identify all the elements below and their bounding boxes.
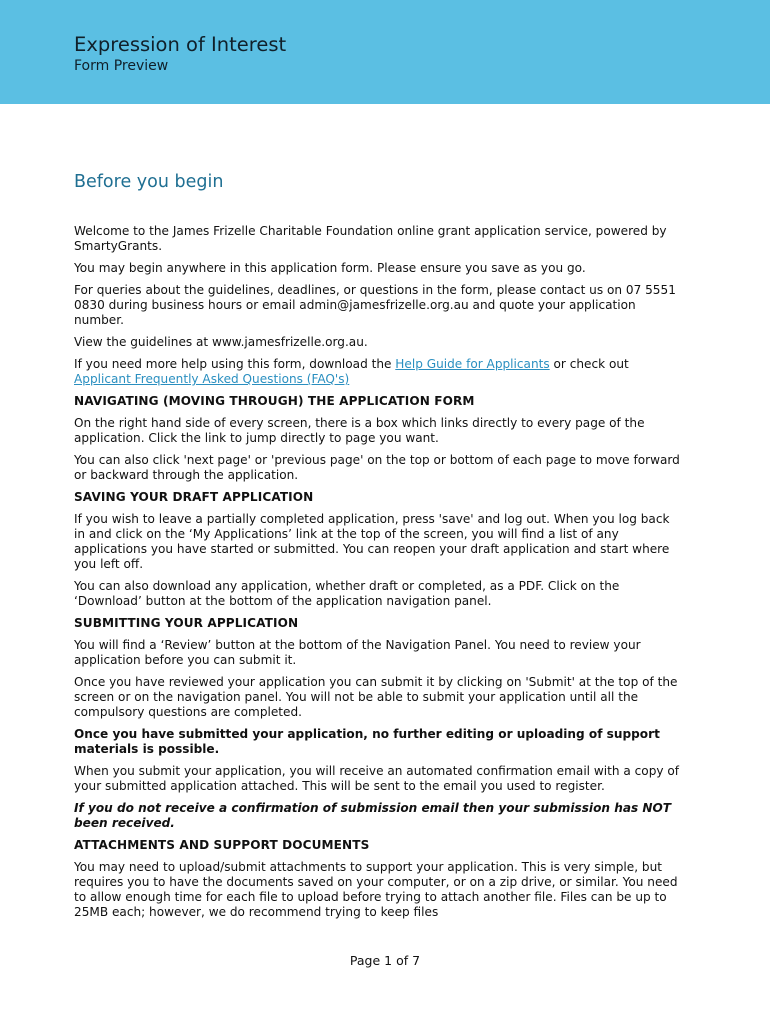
navigating-paragraph-1: On the right hand side of every screen, there is a box which links directly to every page of the application. Click the link to jump directly to page you want. — [74, 416, 645, 445]
help-guide-link[interactable]: Help Guide for Applicants — [395, 357, 550, 371]
attachments-paragraph-1: You may need to upload/submit attachments to support your application. This is very simple, but requires you to have the documents saved on your computer, or on a zip drive, or similar. You need to allow enough time for each file to upload before trying to attach another file. Files can be up to 25MB each; however, we do recommend trying to keep files — [74, 860, 678, 919]
saving-heading: SAVING YOUR DRAFT APPLICATION — [74, 490, 314, 504]
navigating-paragraph-2: You can also click 'next page' or 'previous page' on the top or bottom of each page to move forward or backward through the application. — [74, 453, 680, 482]
attachments-heading: ATTACHMENTS AND SUPPORT DOCUMENTS — [74, 838, 370, 852]
saving-paragraph-1: If you wish to leave a partially completed application, press 'save' and log out. When you log back in and click on the ‘My Applications’ link at the top of the screen, you will find a list of any applications you have started or submitted. You can reopen your draft application and start where you left off. — [74, 512, 670, 571]
main-content — [74, 170, 684, 927]
help-prefix-text: If you need more help using this form, download the — [74, 357, 396, 371]
faq-link[interactable]: Applicant Frequently Asked Questions (FAQ's) — [74, 372, 350, 386]
confirmation-warning: If you do not receive a confirmation of submission email then your submission has NOT been received. — [74, 801, 672, 830]
submitting-heading: SUBMITTING YOUR APPLICATION — [74, 616, 299, 630]
submitting-paragraph-3: When you submit your application, you will receive an automated confirmation email with a copy of your submitted application attached. This will be sent to the email you used to register. — [74, 764, 680, 793]
begin-paragraph: You may begin anywhere in this application form. Please ensure you save as you go. — [74, 261, 586, 275]
help-paragraph — [74, 357, 684, 387]
form-title: Expression of Interest — [74, 33, 287, 56]
navigating-heading: NAVIGATING (MOVING THROUGH) THE APPLICATION FORM — [74, 394, 475, 408]
guidelines-paragraph: View the guidelines at www.jamesfrizelle.org.au. — [74, 335, 368, 349]
section-title: Before you begin — [74, 172, 224, 192]
form-subtitle: Form Preview — [74, 58, 169, 74]
page-number: Page 1 of 7 — [349, 953, 421, 968]
submitting-paragraph-2: Once you have reviewed your application you can submit it by clicking on 'Submit' at the top of the screen or on the navigation panel. You will not be able to submit your application until all the compulsory questions are completed. — [74, 675, 678, 719]
submitting-paragraph-1: You will find a ‘Review’ button at the bottom of the Navigation Panel. You need to review your application before you can submit it. — [74, 638, 641, 667]
welcome-paragraph: Welcome to the James Frizelle Charitable Foundation online grant application service, powered by SmartyGrants. — [74, 224, 667, 253]
header-banner — [0, 0, 770, 104]
submission-warning: Once you have submitted your application, no further editing or uploading of support materials is possible. — [74, 727, 660, 756]
queries-paragraph: For queries about the guidelines, deadlines, or questions in the form, please contact us on 07 5551 0830 during business hours or email admin@jamesfrizelle.org.au and quote your application number. — [74, 283, 676, 327]
saving-paragraph-2: You can also download any application, whether draft or completed, as a PDF. Click on the ‘Download’ button at the bottom of the application navigation panel. — [74, 579, 620, 608]
help-middle-text: or check out — [549, 357, 629, 371]
